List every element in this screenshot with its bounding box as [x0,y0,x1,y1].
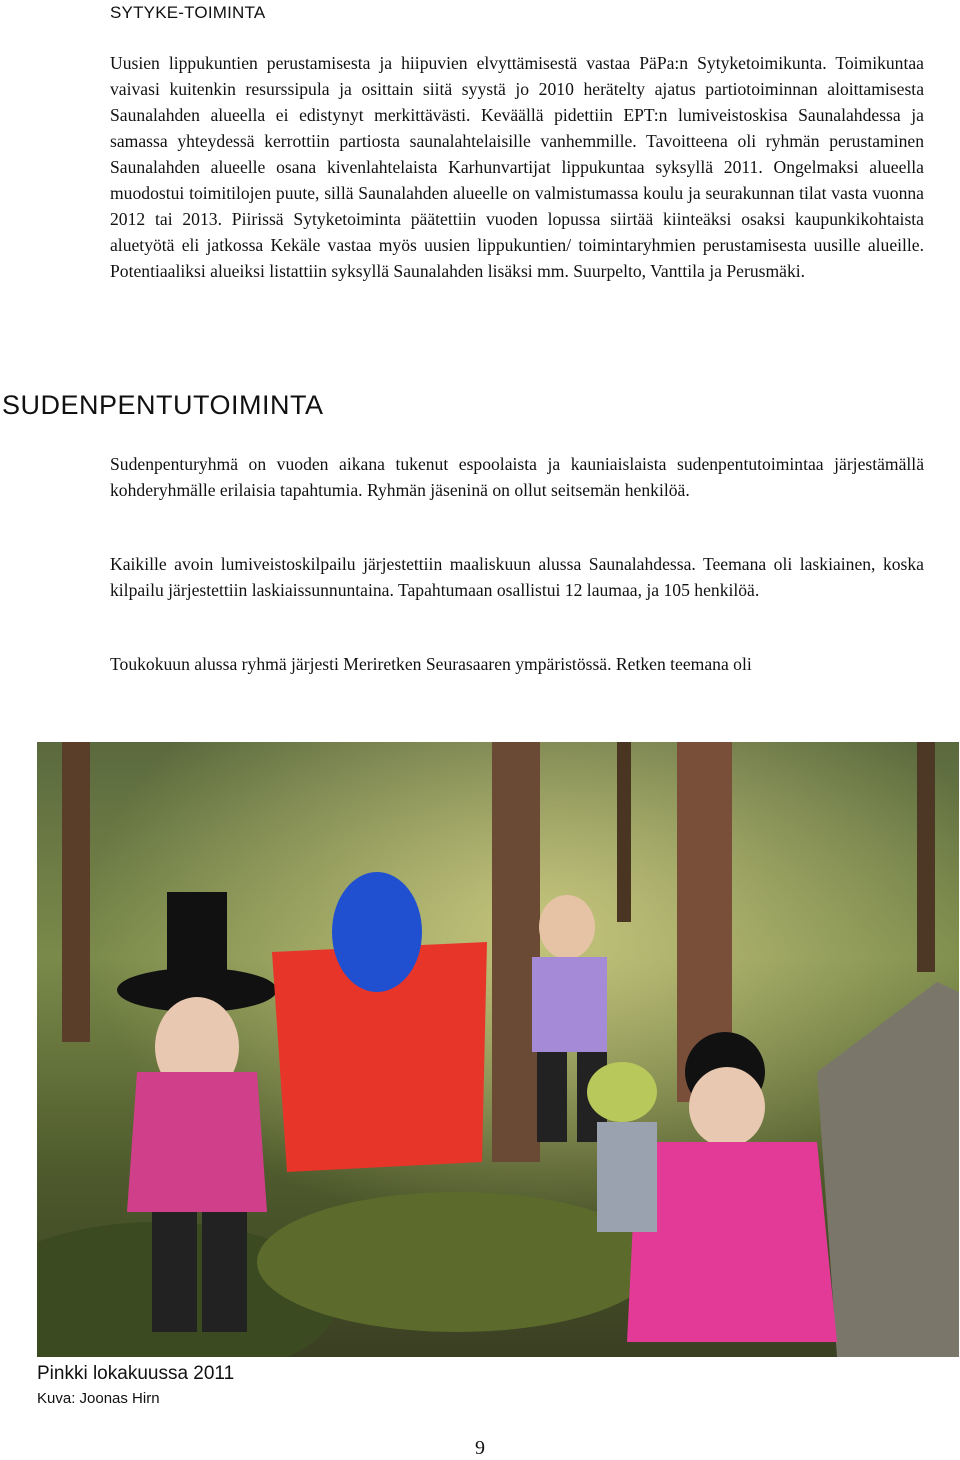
page-number: 9 [475,1437,485,1459]
sudenpentu-paragraph-3: Toukokuun alussa ryhmä järjesti Meriretken Seurasaaren ympäristössä. Retken teemana oli [110,654,752,674]
forest-photo [37,742,959,1357]
section-heading-sytyke: SYTYKE-TOIMINTA [110,3,266,22]
photo-credit: Kuva: Joonas Hirn [37,1390,160,1407]
sudenpentu-paragraph-1: Sudenpenturyhmä on vuoden aikana tukenut espoolaista ja kauniaislaista sudenpentutoimintaa järjestämällä kohderyhmälle erilaisia tapahtumia. Ryhmän jäseninä on ollut seitsemän henkilöä. [110,454,924,500]
sytyke-paragraph: Uusien lippukuntien perustamisesta ja hiipuvien elvyttämisestä vastaa PäPa:n Sytyketoimikunta. Toimikuntaa vaivasi kuitenkin resurssipula ja osittain siitä syystä jo 2010 herätelty ajatus partiotoiminnan aloittamisesta Saunalahden alueella ei edistynyt merkittävästi. Keväällä pidettiin EPT:n lumiveistoskisa Saunalahdessa ja samassa yhteydessä kerrottiin partiosta saunalahtelaisille vanhemmille. Tavoitteena oli ryhmän perustaminen Saunalahden alueelle osana kivenlahtelaista Karhunvartijat lippukuntaa syksyllä 2011. Ongelmaksi alueella muodostui toimitilojen puute, sillä Saunalahden alueelle on valmistumassa koulu ja seurakunnan tilat vasta vuonna 2012 tai 2013. Piirissä Sytyketoiminta päätettiin vuoden lopussa siirtää kiinteäksi osaksi kaupunkikohtaista aluetyötä eli jatkossa Kekäle vastaa myös uusien lippukuntien/ toimintaryhmien perustamisesta uusille alueille. Potentiaaliksi alueiksi listattiin syksyllä Saunalahden lisäksi mm. Suurpelto, Vanttila ja Perusmäki. [110,53,924,281]
sudenpentu-paragraph-2: Kaikille avoin lumiveistoskilpailu järjestettiin maaliskuun alussa Saunalahdessa. Teemana oli laskiainen, koska kilpailu järjestettiin laskiaissunnuntaina. Tapahtumaan osallistui 12 laumaa, ja 105 henkilöä. [110,554,924,600]
photo-caption: Pinkki lokakuussa 2011 [37,1363,235,1384]
section-heading-sudenpentu: SUDENPENTUTOIMINTA [2,390,324,420]
children-in-forest-illustration [37,742,959,1357]
